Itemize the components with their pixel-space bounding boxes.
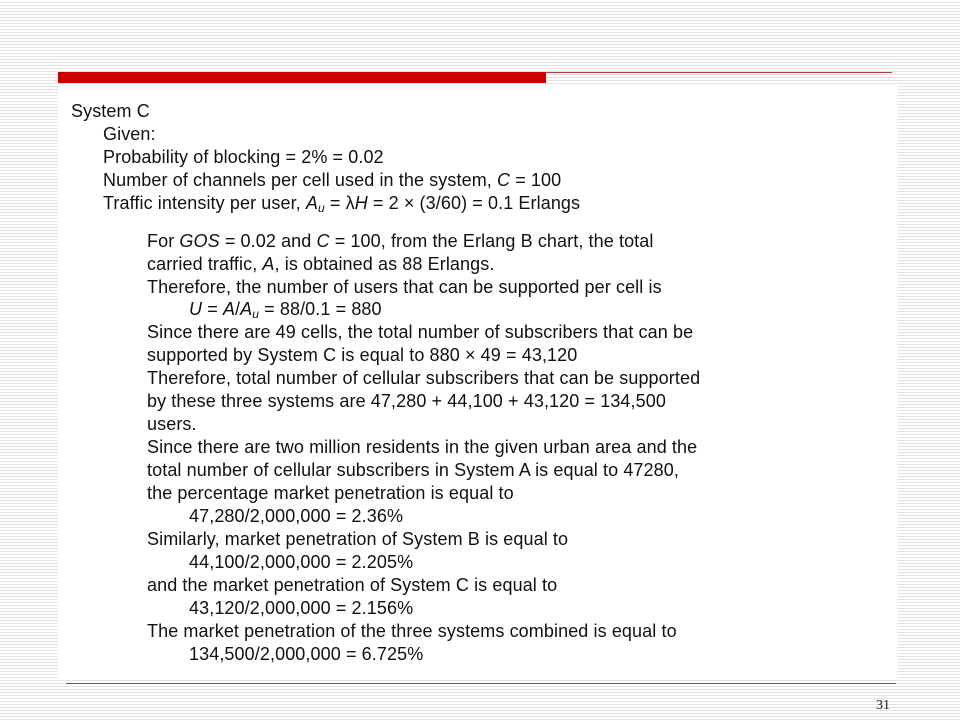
header-rule — [546, 72, 892, 73]
slide-content — [58, 84, 898, 678]
penetration-calc-a: 47,280/2,000,000 = 2.36% — [189, 506, 404, 526]
header-accent-bar — [58, 72, 546, 83]
cells-line-1: Since there are 49 cells, the total number of subscribers that can be — [147, 322, 694, 342]
residents-line-2: total number of cellular subscribers in System A is equal to 47280, — [147, 460, 679, 480]
gos-line: For GOS = 0.02 and C = 100, from the Erlang B chart, the total — [147, 231, 654, 251]
given-label: Given: — [103, 124, 156, 144]
penetration-system-c-line: and the market penetration of System C is equal to — [147, 575, 558, 595]
carried-traffic-line: carried traffic, A, is obtained as 88 Erlangs. — [147, 254, 495, 274]
penetration-system-b-line: Similarly, market penetration of System B is equal to — [147, 529, 569, 549]
users-per-cell-line: Therefore, the number of users that can be supported per cell is — [147, 277, 662, 297]
channels-per-cell-line: Number of channels per cell used in the system, C = 100 — [103, 170, 562, 190]
total-subscribers-line-2: by these three systems are 47,280 + 44,100 + 43,120 = 134,500 — [147, 391, 666, 411]
users-per-cell-formula: $U = A/A_u = 88/0.1 = 880$ — [189, 299, 382, 321]
penetration-calc-total: 134,500/2,000,000 = 6.725% — [189, 644, 424, 664]
penetration-calc-b: 44,100/2,000,000 = 2.205% — [189, 552, 414, 572]
page-number: 31 — [876, 698, 890, 713]
total-subscribers-line-1: Therefore, total number of cellular subscribers that can be supported — [147, 368, 701, 388]
blocking-probability-line: Probability of blocking = 2% = 0.02 — [103, 147, 384, 167]
traffic-intensity-line: Traffic intensity per user, $A_u = \lambda H = 2 \times (3/60) = 0.1$ Erlangs — [103, 193, 581, 215]
penetration-calc-c: 43,120/2,000,000 = 2.156% — [189, 598, 414, 618]
residents-line-3: the percentage market penetration is equal to — [147, 483, 514, 503]
section-title: System C — [71, 101, 150, 121]
total-subscribers-line-3: users. — [147, 414, 197, 434]
residents-line-1: Since there are two million residents in the given urban area and the — [147, 437, 698, 457]
footer-rule — [66, 683, 896, 684]
combined-penetration-line: The market penetration of the three systems combined is equal to — [147, 621, 677, 641]
cells-line-2: supported by System C is equal to 880 × 49 = 43,120 — [147, 345, 578, 365]
